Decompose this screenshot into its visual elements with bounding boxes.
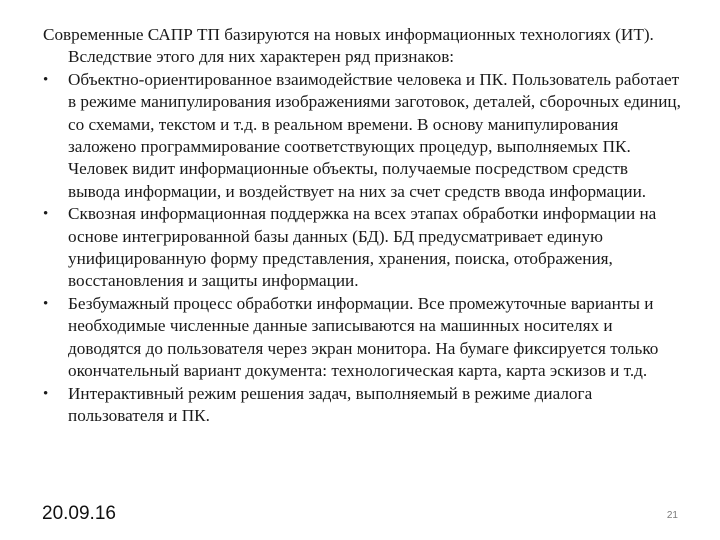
bullet-text: Безбумажный процесс обработки информации. Все промежуточные варианты и необходимые численные данные записываются на машинных носителях и доводятся до пользователя через экран монитора. На бумаге фиксируется только окончательный вариант документа: технологическая карта, карта эскизов и т.д. [68, 293, 659, 381]
bullet-item-1 [43, 69, 683, 203]
bullet-item-2 [43, 203, 683, 293]
bullet-item-3 [43, 293, 683, 383]
bullet-icon: • [43, 71, 49, 88]
footer-date: 20.09.16 [42, 503, 116, 524]
slide-content [43, 24, 683, 427]
bullet-text: Объектно-ориентированное взаимодействие человека и ПК. Пользователь работает в режиме манипулирования изображениями заготовок, деталей, сборочных единиц, со схемами, текстом и т.д. в реальном времени. В основу манипулирования заложено программирование соответствующих процедур, выполняемых ПК. Человек видит информационные объекты, получаемые посредством средств вывода информации, и воздействует на них за счет средств ввода информации. [68, 69, 681, 201]
bullet-list [43, 69, 683, 428]
intro-paragraph: Современные САПР ТП базируются на новых информационных технологиях (ИТ). Вследствие этого для них характерен ряд признаков: [43, 25, 654, 67]
bullet-icon: • [43, 385, 49, 402]
bullet-icon: • [43, 206, 49, 223]
bullet-text: Интерактивный режим решения задач, выполняемый в режиме диалога пользователя и ПК. [68, 383, 593, 425]
page-number: 21 [666, 510, 678, 521]
bullet-text: Сквозная информационная поддержка на всех этапах обработки информации на основе интегрированной базы данных (БД). БД предусматривает единую унифицированную форму представления, хранения, поиска, отображения, восстановления и защиты информации. [68, 204, 657, 291]
bullet-icon: • [43, 295, 49, 312]
bullet-item-4 [43, 383, 683, 428]
